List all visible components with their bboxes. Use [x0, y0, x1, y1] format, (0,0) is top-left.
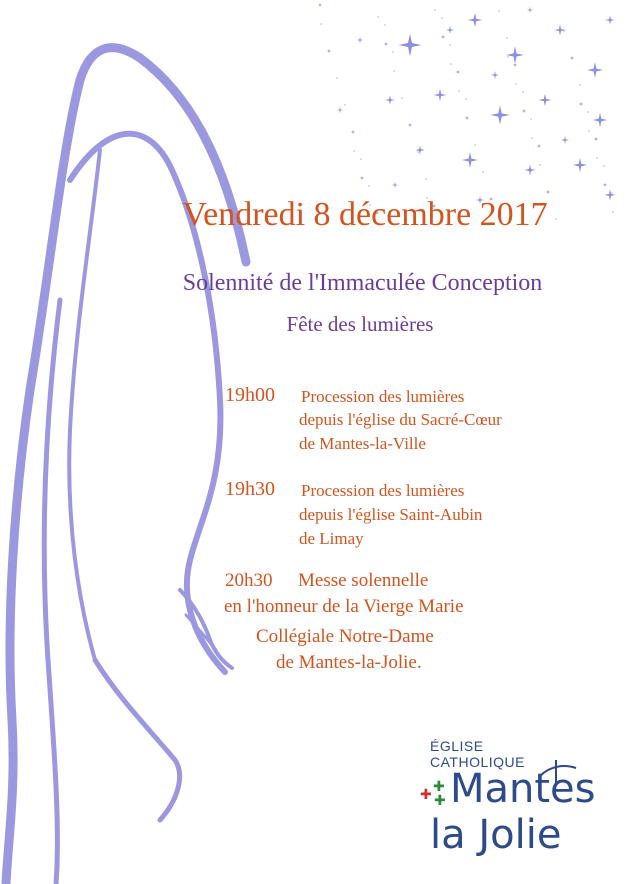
- mass-place-town: de Mantes-la-Jolie.: [276, 652, 422, 673]
- star-icon: [573, 158, 587, 172]
- mass-dedication: en l'honneur de la Vierge Marie: [224, 596, 464, 617]
- star-dot: [392, 51, 394, 53]
- star-dot: [361, 177, 364, 180]
- event-subtitle: Fête des lumières: [286, 312, 434, 336]
- star-dot: [604, 184, 607, 187]
- star-icon: [415, 145, 425, 155]
- schedule-item: [225, 478, 585, 558]
- star-dot: [514, 64, 517, 67]
- star-dot: [547, 191, 550, 194]
- star-dot: [385, 43, 388, 46]
- schedule-time: 19h30: [225, 478, 275, 500]
- star-dot: [595, 138, 598, 141]
- star-dot: [320, 23, 322, 25]
- schedule-line: depuis l'église Saint-Aubin: [299, 505, 483, 524]
- star-dot: [580, 103, 583, 106]
- star-icon: [554, 24, 565, 35]
- star-dot: [336, 77, 338, 79]
- star-dot: [465, 98, 467, 100]
- star-icon: [605, 15, 615, 25]
- star-dot: [498, 10, 500, 12]
- star-dot: [384, 24, 386, 26]
- star-dot: [449, 44, 451, 46]
- mass-time: 20h30: [225, 570, 273, 591]
- star-dot: [523, 110, 526, 113]
- star-dot: [466, 117, 469, 120]
- logo-town-la-jolie: la Jolie: [430, 812, 562, 858]
- star-icon: [587, 62, 603, 78]
- star-dot: [393, 70, 395, 72]
- star-icon: [357, 37, 363, 43]
- star-icon: [434, 89, 447, 102]
- star-dot: [377, 16, 379, 18]
- star-dot: [360, 158, 362, 160]
- star-icon: [593, 113, 607, 127]
- green-cross-icon: ✚: [433, 779, 445, 795]
- star-dot: [482, 171, 484, 173]
- schedule-line: de Mantes-la-Ville: [299, 434, 426, 453]
- star-dot: [506, 37, 508, 39]
- star-icon: [446, 26, 454, 34]
- star-dot: [409, 124, 412, 127]
- star-dot: [579, 84, 581, 86]
- schedule-line: de Limay: [299, 529, 364, 548]
- star-dot: [530, 118, 532, 120]
- star-dot: [515, 83, 517, 85]
- star-dot: [441, 17, 443, 19]
- star-icon: [539, 94, 552, 107]
- star-icon: [399, 34, 421, 56]
- star-dot: [539, 164, 541, 166]
- star-dot: [522, 91, 524, 93]
- star-icon: [490, 105, 509, 124]
- schedule-line: Procession des lumières: [301, 387, 465, 406]
- star-icon: [385, 95, 395, 105]
- star-dot: [344, 104, 346, 106]
- event-date: Vendredi 8 décembre 2017: [182, 196, 548, 233]
- star-dot: [353, 150, 355, 152]
- star-dot: [588, 130, 590, 132]
- red-cross-icon: ✚: [420, 787, 432, 803]
- star-icon: [491, 71, 499, 79]
- star-icon: [392, 182, 398, 188]
- star-icon: [462, 152, 478, 168]
- star-dot: [352, 131, 355, 134]
- star-dot: [531, 137, 533, 139]
- star-dot: [587, 111, 589, 113]
- event-title: Solennité de l'Immaculée Conception: [182, 270, 543, 296]
- star-dot: [442, 36, 445, 39]
- star-dot: [328, 50, 331, 53]
- star-dot: [507, 56, 509, 58]
- star-dot: [450, 63, 452, 65]
- star-icon: [337, 107, 343, 113]
- star-dot: [319, 4, 322, 7]
- star-icon: [524, 164, 535, 175]
- star-dot: [538, 145, 541, 148]
- schedule-item: [225, 384, 585, 464]
- church-logo: [420, 738, 610, 878]
- mass-title: Messe solennelle: [298, 570, 429, 591]
- star-dot: [474, 144, 476, 146]
- star-dot: [611, 192, 613, 194]
- star-dot: [458, 90, 460, 92]
- star-dot: [417, 151, 419, 153]
- star-dot: [603, 165, 605, 167]
- logo-eglise: ÉGLISE: [430, 738, 484, 754]
- logo-town-mantes: Mantes: [450, 766, 596, 812]
- star-icon: [506, 46, 524, 64]
- schedule-line: depuis l'église du Sacré-Cœur: [299, 410, 502, 429]
- mass-place: Collégiale Notre-Dame: [256, 626, 434, 647]
- logo-catholique: CATHOLIQUE: [430, 754, 525, 770]
- star-icon: [527, 7, 533, 13]
- star-dot: [425, 178, 427, 180]
- star-dot: [563, 30, 565, 32]
- star-dot: [457, 71, 460, 74]
- star-dot: [401, 97, 403, 99]
- star-dot: [612, 211, 614, 213]
- star-dot: [368, 185, 370, 187]
- logo-cross-arc-icon: [538, 756, 578, 786]
- schedule-line: Procession des lumières: [301, 481, 465, 500]
- star-icon: [561, 136, 569, 144]
- star-dot: [434, 9, 436, 11]
- green-cross-icon: ✚: [434, 793, 446, 809]
- star-dot: [571, 57, 574, 60]
- star-dot: [596, 157, 598, 159]
- schedule-time: 19h00: [225, 384, 275, 406]
- star-icon: [468, 13, 482, 27]
- star-icon: [604, 189, 615, 200]
